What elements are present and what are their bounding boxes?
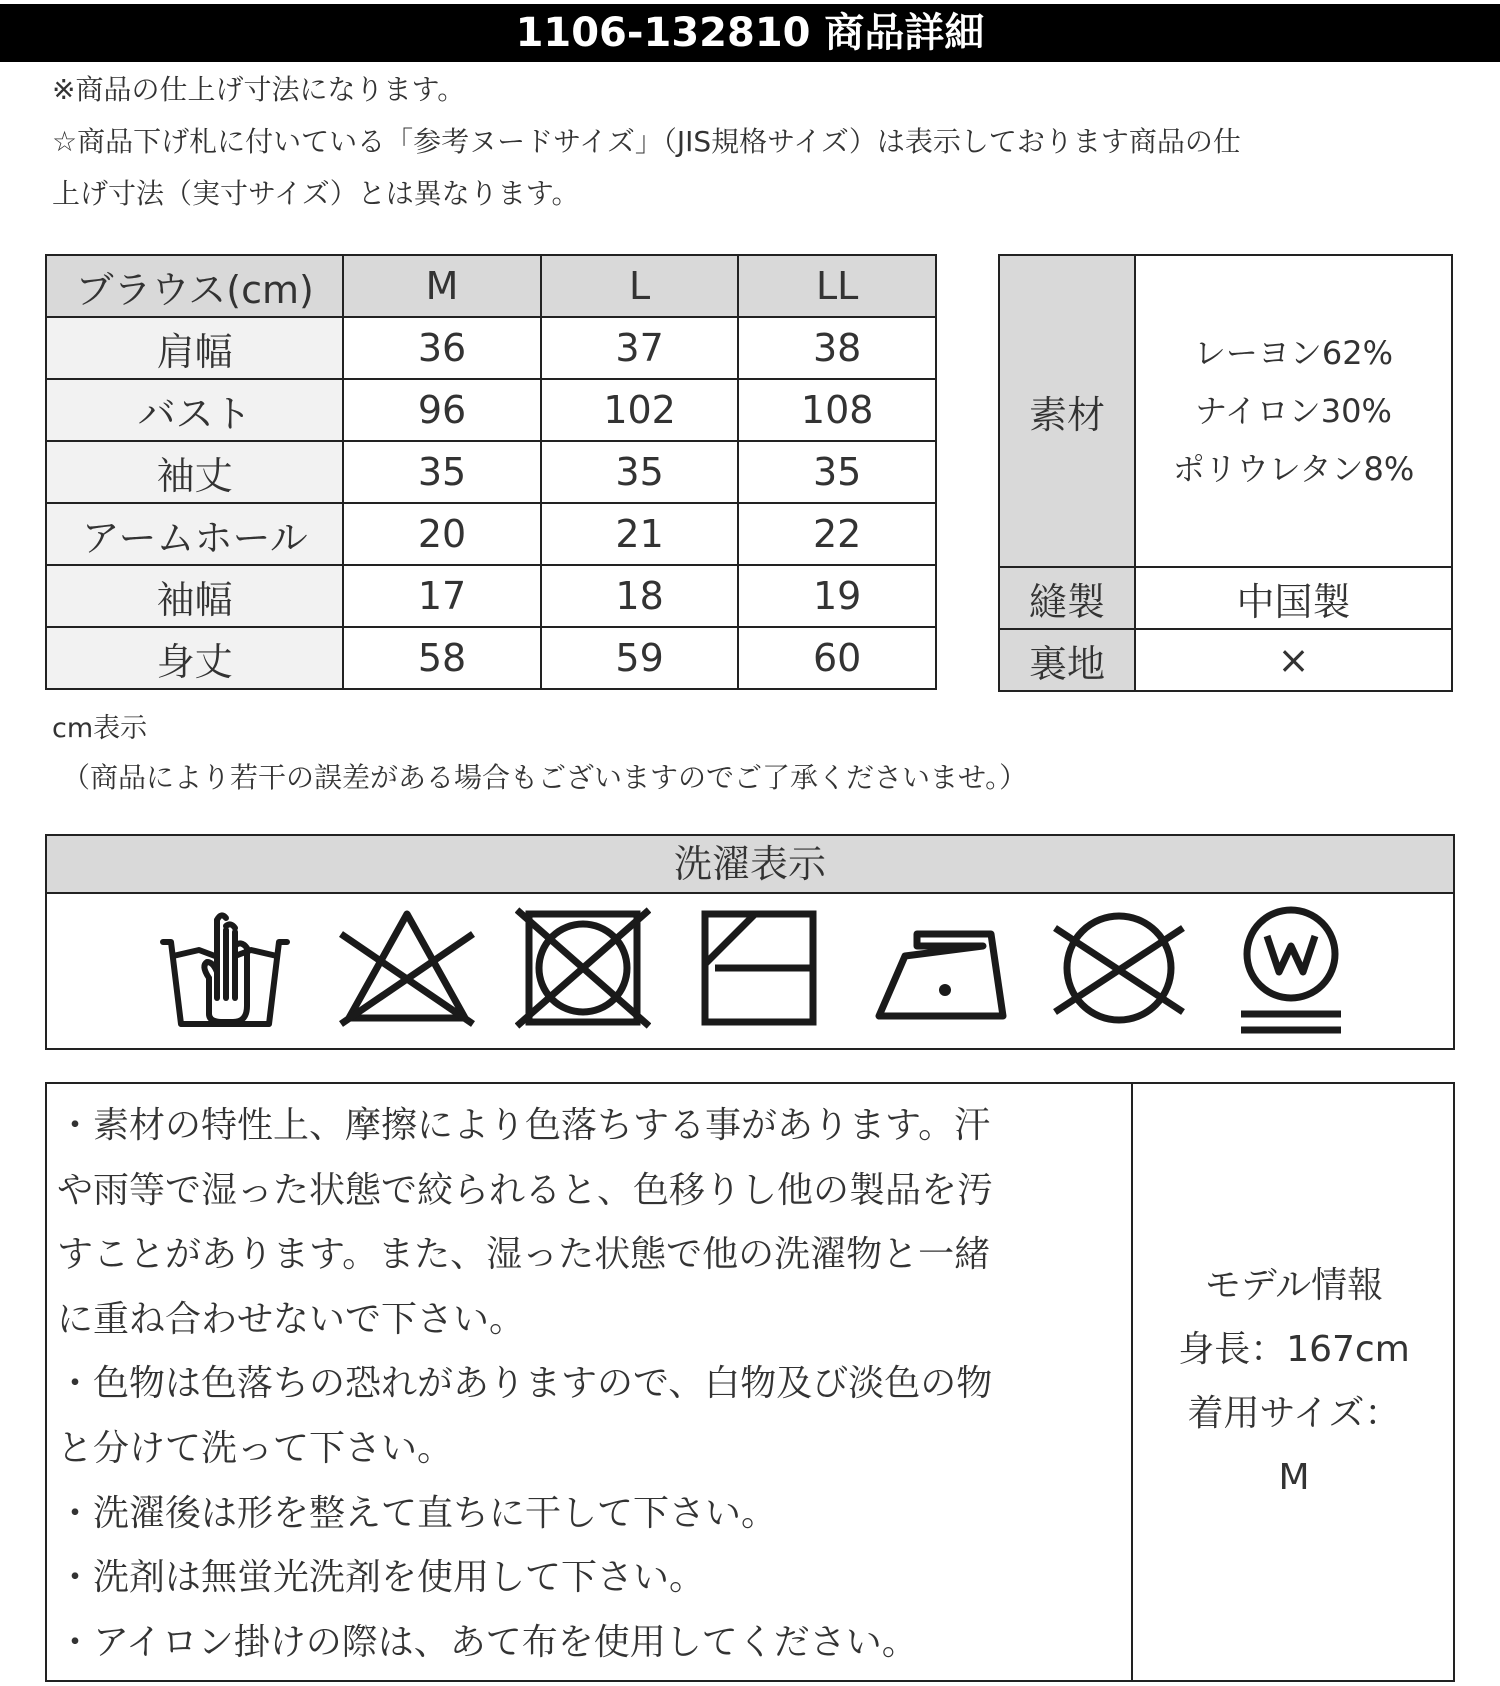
table-cell: 18 [541, 565, 739, 627]
care-line: ・洗剤は無蛍光洗剤を使用して下さい。 [57, 1557, 706, 1599]
row-label-body-length: 身丈 [46, 627, 343, 689]
row-label-sleeve-width: 袖幅 [46, 565, 343, 627]
material-nylon: ナイロン30% [1195, 392, 1392, 430]
row-label-bust: バスト [46, 379, 343, 441]
material-table [998, 254, 1453, 692]
no-bleach-icon [337, 906, 477, 1034]
table-cell: 19 [738, 565, 936, 627]
sewing-label: 縫製 [999, 567, 1135, 629]
no-dry-clean-icon [1051, 906, 1187, 1034]
table-cell: 37 [541, 317, 739, 379]
error-note: （商品により若干の誤差がある場合もございますのでご了承くださいませ。） [62, 761, 1028, 794]
care-line: ・素材の特性上、摩擦により色落ちする事があります。汗 [57, 1105, 991, 1146]
size-table [45, 254, 937, 690]
table-cell: 102 [541, 379, 739, 441]
table-cell: 60 [738, 627, 936, 689]
wet-clean-mild-icon [1237, 906, 1345, 1038]
material-rayon: レーヨン62% [1193, 334, 1394, 372]
table-cell: 38 [738, 317, 936, 379]
care-instructions [47, 1084, 1133, 1680]
sewing-row [999, 567, 1452, 629]
washing-icons [47, 894, 1453, 1048]
washing-panel [45, 834, 1455, 1050]
care-line: ・色物は色落ちの恐れがありますので、白物及び淡色の物 [57, 1363, 993, 1405]
table-cell: 59 [541, 627, 739, 689]
model-size-value: M [1278, 1457, 1310, 1498]
table-row [46, 317, 936, 379]
material-polyurethane: ポリウレタン8% [1172, 450, 1415, 488]
table-cell: 36 [343, 317, 541, 379]
nude-size-note-line1: ☆商品下げ札に付いている「参考ヌードサイズ」（JIS規格サイズ）は表示しております商品の仕 [52, 125, 1241, 158]
drip-dry-shade-icon [699, 906, 823, 1034]
care-line: に重ね合わせないで下さい。 [57, 1298, 526, 1340]
care-line: と分けて洗って下さい。 [57, 1427, 454, 1469]
model-info [1135, 1084, 1453, 1680]
iron-low-icon [873, 906, 1009, 1034]
unit-note: cm表示 [52, 713, 148, 744]
table-row [46, 627, 936, 689]
table-row [46, 565, 936, 627]
row-label-armhole: アームホール [46, 503, 343, 565]
size-table-corner: ブラウス(cm) [46, 255, 343, 317]
nude-size-note-line2: 上げ寸法（実寸サイズ）とは異なります。 [52, 177, 580, 210]
row-label-shoulder: 肩幅 [46, 317, 343, 379]
size-header-m: M [343, 255, 541, 317]
no-tumble-dry-icon [515, 906, 651, 1034]
table-cell: 21 [541, 503, 739, 565]
material-label: 素材 [999, 255, 1135, 567]
table-row [46, 379, 936, 441]
hand-wash-icon [159, 906, 291, 1034]
care-line: や雨等で湿った状態で絞られると、色移りし他の製品を汚 [57, 1169, 994, 1211]
lining-value: × [1135, 629, 1452, 691]
size-header-ll: LL [738, 255, 936, 317]
table-row [46, 503, 936, 565]
page-title: 1106-132810 商品詳細 [0, 4, 1500, 62]
finish-size-note: ※商品の仕上げ寸法になります。 [52, 73, 466, 106]
table-cell: 17 [343, 565, 541, 627]
model-height: 身長：167cm [1178, 1329, 1410, 1370]
material-values [1135, 255, 1452, 567]
care-line: ・洗濯後は形を整えて直ちに干して下さい。 [57, 1492, 778, 1534]
material-row [999, 255, 1452, 567]
size-table-header-row [46, 255, 936, 317]
table-cell: 96 [343, 379, 541, 441]
table-cell: 35 [541, 441, 739, 503]
model-size-label: 着用サイズ： [1187, 1393, 1401, 1434]
table-cell: 58 [343, 627, 541, 689]
row-label-sleeve-length: 袖丈 [46, 441, 343, 503]
table-cell: 35 [738, 441, 936, 503]
model-heading: モデル情報 [1204, 1265, 1384, 1306]
lining-label: 裏地 [999, 629, 1135, 691]
size-header-l: L [541, 255, 739, 317]
table-row [46, 441, 936, 503]
table-cell: 20 [343, 503, 541, 565]
table-cell: 22 [738, 503, 936, 565]
care-line: ・アイロン掛けの際は、あて布を使用してください。 [57, 1621, 918, 1663]
washing-header: 洗濯表示 [47, 836, 1453, 894]
table-cell: 108 [738, 379, 936, 441]
sewing-value: 中国製 [1135, 567, 1452, 629]
table-cell: 35 [343, 441, 541, 503]
care-line: すことがあります。また、湿った状態で他の洗濯物と一緒 [57, 1234, 991, 1276]
lining-row [999, 629, 1452, 691]
care-panel [45, 1082, 1455, 1682]
